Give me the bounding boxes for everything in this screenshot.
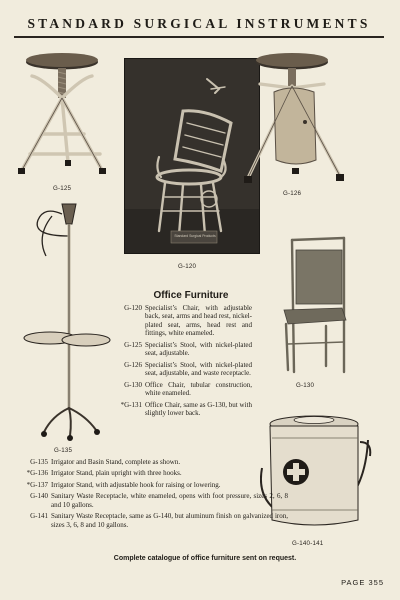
office-chair-illustration <box>282 226 362 376</box>
lower-item-list <box>14 458 288 532</box>
stool-with-receptacle-illustration <box>240 50 350 190</box>
figure-caption-g135: G-135 <box>54 447 73 454</box>
item-code: G-130 <box>124 380 142 389</box>
catalogue-note: Complete catalogue of office furniture sent on request. <box>113 555 297 562</box>
list-item <box>112 304 252 338</box>
item-description: Sanitary Waste Receptacle, white enameled, opens with foot pressure, sizes 2, 6, 8 and 10 gallons. <box>51 492 288 509</box>
item-code: G-140 <box>30 492 48 501</box>
item-description: Sanitary Waste Receptacle, same as G-140, but aluminum finish on galvanized iron, sizes 3, 6, 8 and 10 gallons. <box>51 512 288 529</box>
irrigator-stand-illustration <box>22 196 122 442</box>
list-item <box>112 341 252 358</box>
item-code: G-135 <box>30 458 48 466</box>
running-head: STANDARD SURGICAL INSTRUMENTS <box>27 16 371 31</box>
header-rule <box>14 36 384 38</box>
item-code: *G-136 <box>26 469 48 478</box>
list-item <box>14 458 288 466</box>
list-item <box>14 492 288 509</box>
item-code: G-126 <box>124 360 142 369</box>
item-description: Specialist’s Stool, with nickel-plated seat, adjustable. <box>145 340 252 358</box>
item-description: Office Chair, tubular construction, white enameled. <box>145 380 252 398</box>
upper-item-list <box>112 304 252 421</box>
item-description: Specialist’s Chair, with adjustable back, seat, arms and head rest, nickel-plated seat, arms, head rest and fittings, white enameled. <box>145 304 252 338</box>
figure-caption-g130: G-130 <box>296 382 315 389</box>
photo-plate-label: Standard Surgical Products <box>174 234 216 238</box>
item-description: Irrigator Stand, with adjustable hook for raising or lowering. <box>51 480 221 489</box>
figure-caption-g126: G-126 <box>283 190 302 197</box>
figure-caption-g140-141: G-140-141 <box>292 540 324 547</box>
page-number: PAGE 355 <box>341 578 384 587</box>
item-description: Specialist’s Stool, with nickel-plated seat, adjustable, and waste receptacle. <box>145 360 252 378</box>
figure-caption-g125: G-125 <box>53 185 72 192</box>
list-item <box>14 481 288 489</box>
figure-caption-g120: G-120 <box>178 263 197 270</box>
item-code: *G-131 <box>120 400 142 409</box>
list-item <box>112 401 252 418</box>
item-code: G-141 <box>30 512 48 521</box>
item-description: Irrigator Stand, plain upright with three hooks. <box>51 469 182 478</box>
list-item <box>14 469 288 477</box>
item-description: Irrigator and Basin Stand, complete as shown. <box>51 458 181 466</box>
item-code: G-125 <box>124 340 142 349</box>
item-code: G-120 <box>124 304 142 312</box>
list-item <box>14 512 288 529</box>
list-item <box>112 361 252 378</box>
stool-illustration <box>12 50 112 176</box>
section-title: Office Furniture <box>153 290 229 301</box>
item-description: Office Chair, same as G-130, but with slightly lower back. <box>145 400 252 418</box>
list-item <box>112 381 252 398</box>
item-code: *G-137 <box>26 480 48 489</box>
